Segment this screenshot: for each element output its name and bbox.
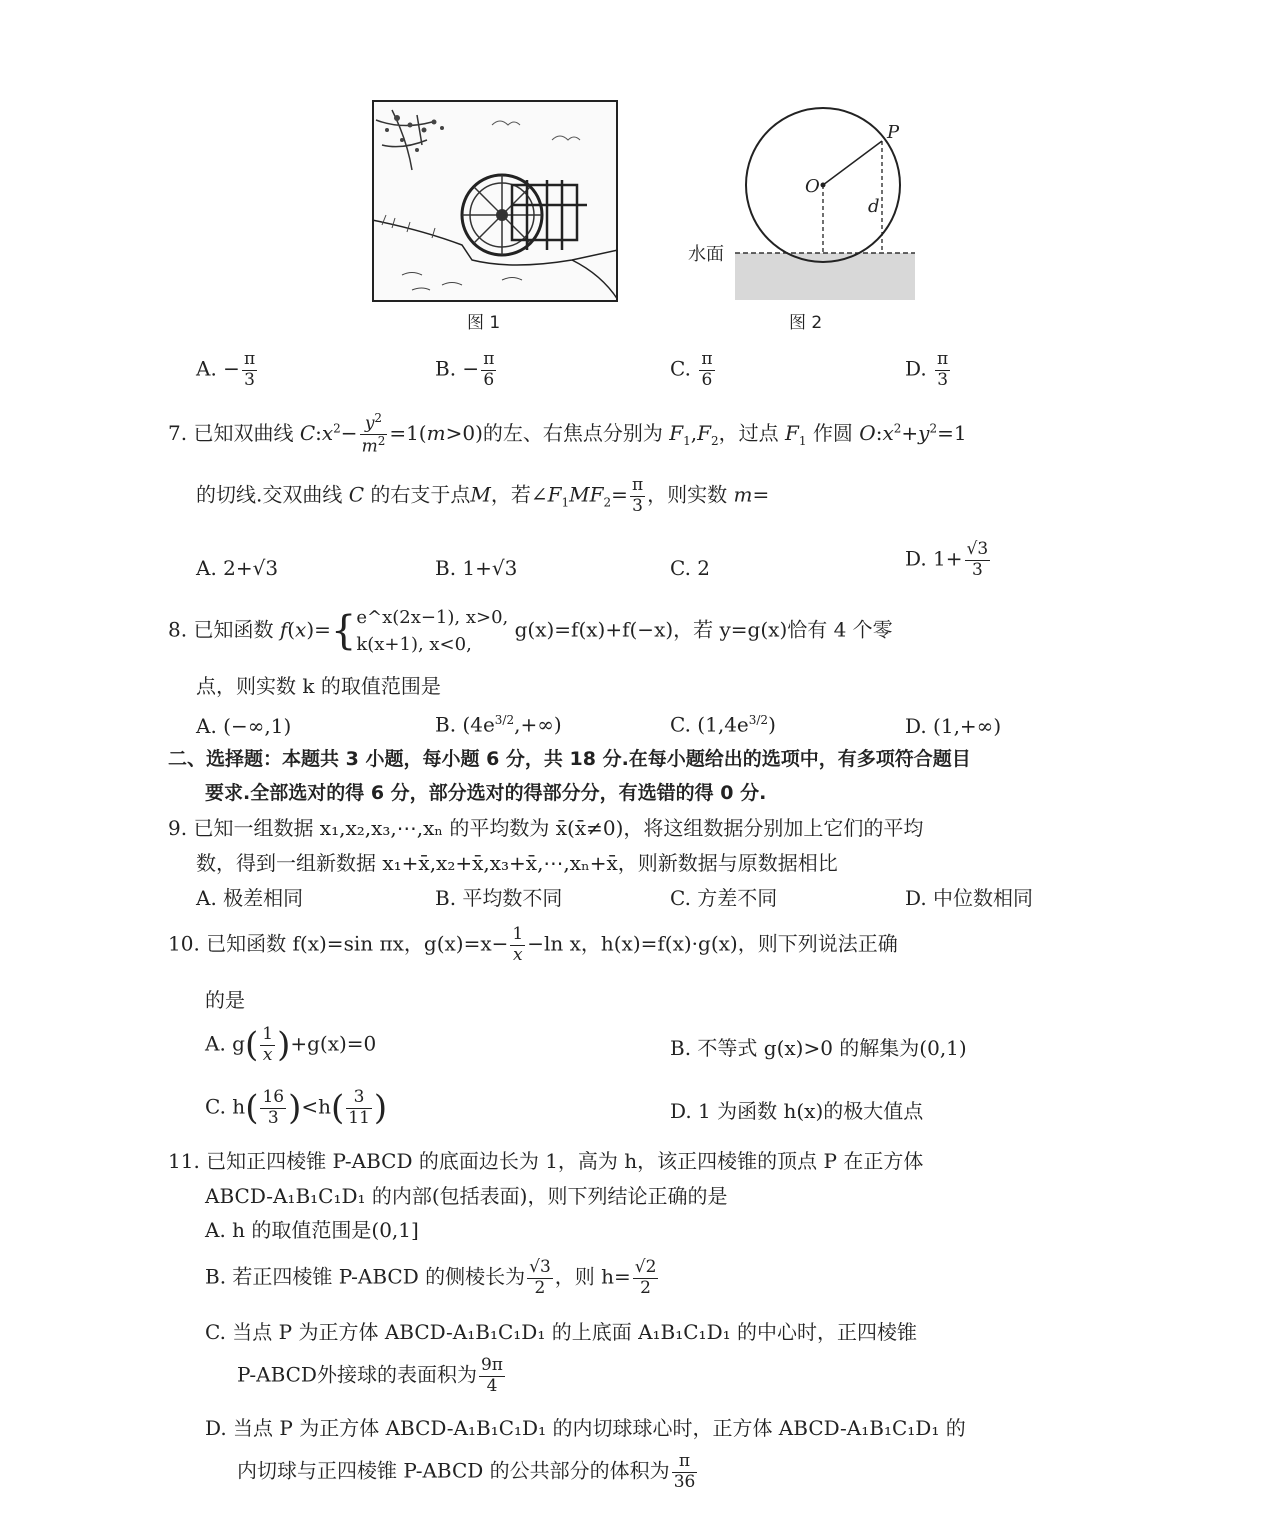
q11-option-d-line-2: 内切球与正四棱锥 P-ABCD 的公共部分的体积为 $\frac{\pi}{36}$ [237, 1451, 696, 1492]
q7-option-d: D. 1+ $\frac{√3}{3}$ [905, 539, 989, 580]
figure-1-caption: 图 1 [467, 313, 501, 333]
q11-line-2: ABCD-A₁B₁C₁D₁ 的内部(包括表面)，则下列结论正确的是 [205, 1184, 728, 1208]
figure-2-caption: 图 2 [789, 313, 823, 333]
q6-option-b: B. − $\frac{\pi}{6}$ [435, 349, 495, 390]
q8-line-1: 8. 已知函数 f(x)={ e^x(2x−1), x>0, k(x+1), x<0, g(x)=f(x)+f(−x)，若 y=g(x)恰有 4 个零 [168, 607, 893, 655]
q11-option-d-line-1: D. 当点 P 为正方体 ABCD-A₁B₁C₁D₁ 的内切球球心时，正方体 ABCD-A₁B₁C₁D₁ 的 [205, 1416, 966, 1440]
q10-option-d: D. 1 为函数 h(x)的极大值点 [670, 1099, 924, 1123]
q10-option-c: C. h( $\frac{16}{3}$ )<h( $\frac{3}{11}$ ) [205, 1087, 388, 1129]
q8-option-d: D. (1,+∞) [905, 714, 1002, 738]
q11-line-1: 11. 已知正四棱锥 P-ABCD 的底面边长为 1，高为 h，该正四棱锥的顶点 P 在正方体 [168, 1149, 924, 1173]
water-label: 水面 [688, 244, 724, 265]
q8-line-2: 点，则实数 k 的取值范围是 [196, 674, 441, 698]
label-O: O [805, 176, 820, 197]
section-2-header-line-2: 要求.全部选对的得 6 分，部分选对的得部分分，有选错的得 0 分. [205, 782, 767, 804]
figure-2-diagram [680, 105, 920, 305]
q11-option-c-line-2: P-ABCD外接球的表面积为 $\frac{9\pi}{4}$ [237, 1355, 503, 1396]
q6-option-d: D. $\frac{\pi}{3}$ [905, 349, 949, 390]
q9-option-c: C. 方差不同 [670, 886, 778, 910]
q9-option-d: D. 中位数相同 [905, 886, 1034, 910]
q7-line-1: 7. 已知双曲线 $C:x^2-$ $\frac{y^2}{m^2}$ =1(m>0)的左、右焦点分别为 $F_1,F_2$，过点 $F_1$ 作圆 $O:x^2+y^2=1$ [168, 411, 967, 457]
q8-option-b: B. $(4e^{3/2},+\infty)$ [435, 712, 562, 737]
radius-OP [823, 141, 882, 185]
q10-option-b: B. 不等式 g(x)>0 的解集为(0,1) [670, 1036, 967, 1060]
q9-line-1: 9. 已知一组数据 x₁,x₂,x₃,⋯,xₙ 的平均数为 x̄(x̄≠0)，将这组数据分别加上它们的平均 [168, 816, 924, 840]
q7-option-a: A. 2+√3 [196, 556, 279, 580]
q8-option-a: A. (−∞,1) [196, 714, 292, 738]
label-P: P [887, 122, 900, 143]
q10-line-1: 10. 已知函数 f(x)=sin πx，g(x)=x− $\frac{1}{x}$ −ln x，h(x)=f(x)·g(x)，则下列说法正确 [168, 924, 898, 965]
q9-line-2: 数，得到一组新数据 x₁+x̄,x₂+x̄,x₃+x̄,⋯,xₙ+x̄，则新数据与原数据相比 [196, 851, 838, 875]
q9-option-b: B. 平均数不同 [435, 886, 563, 910]
q7-option-b: B. 1+√3 [435, 556, 518, 580]
q6-option-a: A. − $\frac{\pi}{3}$ [196, 349, 256, 390]
water-surface [735, 253, 915, 300]
q11-option-a: A. h 的取值范围是(0,1] [205, 1218, 419, 1242]
figure-1-waterwheel [372, 100, 618, 302]
q6-option-c: C. $\frac{\pi}{6}$ [670, 349, 713, 390]
section-2-header-line-1: 二、选择题：本题共 3 小题，每小题 6 分，共 18 分.在每小题给出的选项中，有多项符合题目 [168, 748, 971, 770]
q8-option-c: C. $(1,4e^{3/2})$ [670, 712, 776, 737]
q10-option-a: A. g( $\frac{1}{x}$ )+g(x)=0 [205, 1024, 377, 1066]
q11-option-b: B. 若正四棱锥 P-ABCD 的侧棱长为 $\frac{√3}{2}$ ，则 h= $\frac{√2}{2}$ [205, 1257, 657, 1298]
q9-option-a: A. 极差相同 [196, 886, 304, 910]
q10-line-2: 的是 [205, 988, 245, 1012]
q11-option-c-line-1: C. 当点 P 为正方体 ABCD-A₁B₁C₁D₁ 的上底面 A₁B₁C₁D₁ 的中心时，正四棱锥 [205, 1320, 917, 1344]
q7-line-2: 的切线.交双曲线 C 的右支于点M，若$\angle F_1MF_2=$ $\frac{\pi}{3}$ ，则实数 m= [196, 475, 770, 516]
label-d: d [868, 196, 880, 217]
q7-option-c: C. 2 [670, 556, 711, 580]
